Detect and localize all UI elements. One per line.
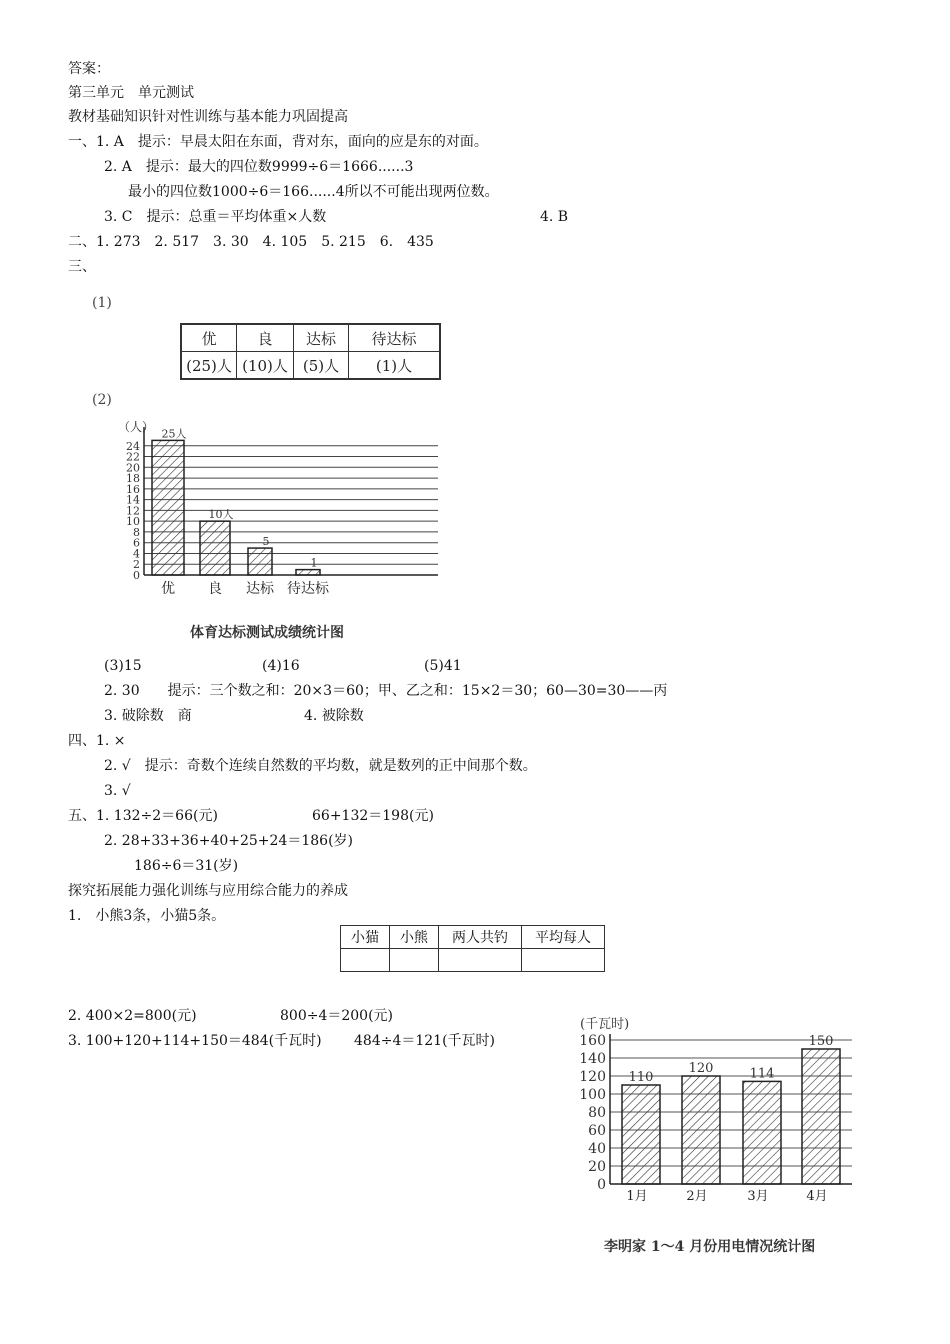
table-cell	[439, 949, 522, 972]
answer-4-2: 2. √ 提示：奇数个连续自然数的平均数，就是数列的正中间那个数。	[104, 758, 537, 774]
y-tick-label: 8	[133, 525, 140, 539]
x-tick-label: 良	[208, 581, 222, 597]
answer-1-1: 一、1. A 提示：早晨太阳在东面，背对东，面向的应是东的对面。	[68, 134, 488, 150]
data-label: 114	[749, 1066, 775, 1082]
answer-ext-3b: 484÷4＝121(千瓦时)	[354, 1033, 496, 1049]
answer-3-3b: 3. 破除数 商	[104, 708, 192, 724]
answer-5-1b: 66+132＝198(元)	[312, 808, 434, 824]
bar-达标	[248, 548, 272, 575]
y-tick-label: 80	[588, 1105, 606, 1121]
y-tick-label: 0	[597, 1177, 606, 1193]
y-tick-label: 10	[126, 515, 140, 529]
bar-1月	[622, 1085, 660, 1184]
table-cell: (10)人	[237, 352, 294, 380]
answer-1-2-continued: 最小的四位数1000÷6＝166......4所以不可能出现两位数。	[128, 184, 499, 200]
bar-良	[200, 521, 230, 575]
answer-1-2: 2. A 提示：最大的四位数9999÷6＝1666......3	[104, 159, 414, 175]
answer-1-3: 3. C 提示：总重＝平均体重×人数	[104, 209, 327, 225]
y-tick-label: 0	[133, 569, 140, 582]
answer-3-heading: 三、	[68, 259, 96, 275]
x-tick-label: 优	[161, 581, 175, 597]
answer-1-4: 4. B	[540, 209, 569, 225]
electricity-bar-chart	[560, 1012, 860, 1212]
answer-3-3: (3)15	[104, 658, 142, 674]
table-header-cell: 两人共钓	[439, 926, 522, 949]
bar-优	[152, 440, 184, 575]
part-2-label: (2)	[92, 392, 112, 408]
y-tick-label: 20	[126, 461, 140, 475]
y-tick-label: 160	[579, 1033, 606, 1049]
y-axis-label: （人）	[118, 420, 155, 434]
answer-3-2: 2. 30 提示：三个数之和：20×3＝60；甲、乙之和：15×2＝30；60—30=30——丙	[104, 683, 668, 699]
answer-5-1a: 五、1. 132÷2＝66(元)	[68, 808, 218, 824]
table-cell: (1)人	[349, 352, 441, 380]
bar-3月	[743, 1081, 781, 1184]
y-tick-label: 40	[588, 1141, 606, 1157]
answer-ext-3a: 3. 100+120+114+150＝484(千瓦时)	[68, 1033, 322, 1049]
data-label: 5	[262, 535, 270, 549]
answer-5-2a: 2. 28+33+36+40+25+24＝186(岁)	[104, 833, 353, 849]
table-header-cell: 小熊	[390, 926, 439, 949]
y-tick-label: 18	[126, 472, 140, 486]
table-header-cell: 待达标	[349, 324, 441, 352]
table-header-cell: 小猫	[341, 926, 390, 949]
answer-ext-2b: 800÷4＝200(元)	[280, 1008, 394, 1024]
sports-test-bar-chart	[110, 415, 450, 605]
data-label: 1	[310, 556, 318, 570]
part-1-label: (1)	[92, 295, 112, 311]
answer-4-1: 四、1. ×	[68, 733, 126, 749]
table-header-cell: 平均每人	[522, 926, 605, 949]
answer-3-4b: 4. 被除数	[304, 708, 364, 724]
x-tick-label: 3月	[747, 1189, 769, 1204]
chart1-title: 体育达标测试成绩统计图	[190, 625, 344, 641]
data-label: 110	[628, 1070, 654, 1085]
y-tick-label: 2	[133, 558, 140, 572]
table-cell	[341, 949, 390, 972]
data-label: 25人	[161, 427, 187, 441]
table-cell	[390, 949, 439, 972]
table-header-cell: 良	[237, 324, 294, 352]
x-tick-label: 达标	[246, 581, 274, 597]
table-cell: (5)人	[294, 352, 349, 380]
data-label: 120	[688, 1061, 714, 1076]
y-axis-label: (千瓦时)	[580, 1017, 630, 1032]
x-tick-label: 1月	[626, 1189, 648, 1204]
y-tick-label: 6	[133, 536, 140, 550]
data-label: 10人	[208, 508, 234, 522]
answer-ext-2a: 2. 400×2=800(元)	[68, 1008, 197, 1024]
unit-title: 第三单元 单元测试	[68, 85, 194, 101]
y-tick-label: 120	[579, 1069, 606, 1085]
y-tick-label: 12	[126, 504, 140, 518]
y-tick-label: 24	[126, 439, 140, 453]
y-tick-label: 140	[579, 1051, 606, 1067]
answer-4-3: 3. √	[104, 783, 131, 799]
table-cell	[522, 949, 605, 972]
table-header-cell: 达标	[294, 324, 349, 352]
answer-3-4: (4)16	[262, 658, 300, 674]
section-title-extended: 探究拓展能力强化训练与应用综合能力的养成	[68, 883, 348, 899]
x-tick-label: 待达标	[287, 581, 329, 597]
data-label: 150	[808, 1034, 834, 1049]
grade-count-table	[180, 323, 441, 380]
bar-4月	[802, 1049, 840, 1184]
fishing-table	[340, 925, 605, 972]
x-tick-label: 2月	[686, 1189, 708, 1204]
answer-2: 二、1. 273 2. 517 3. 30 4. 105 5. 215 6. 435	[68, 234, 434, 250]
y-tick-label: 14	[126, 493, 140, 507]
answer-ext-1: 1. 小熊3条，小猫5条。	[68, 908, 226, 924]
y-tick-label: 22	[126, 450, 140, 464]
y-tick-label: 20	[588, 1159, 606, 1175]
bar-待达标	[296, 570, 320, 575]
answer-5-2b: 186÷6＝31(岁)	[134, 858, 239, 874]
bar-2月	[682, 1076, 720, 1184]
y-tick-label: 4	[133, 547, 140, 561]
y-tick-label: 100	[579, 1087, 606, 1103]
answer-heading: 答案：	[68, 61, 110, 77]
y-tick-label: 16	[126, 482, 140, 496]
y-tick-label: 60	[588, 1123, 606, 1139]
chart2-title: 李明家 1～4 月份用电情况统计图	[604, 1239, 816, 1255]
table-cell: (25)人	[181, 352, 237, 380]
section-title-basic: 教材基础知识针对性训练与基本能力巩固提高	[68, 109, 348, 125]
answer-3-5: (5)41	[424, 658, 462, 674]
x-tick-label: 4月	[806, 1189, 828, 1204]
table-header-cell: 优	[181, 324, 237, 352]
